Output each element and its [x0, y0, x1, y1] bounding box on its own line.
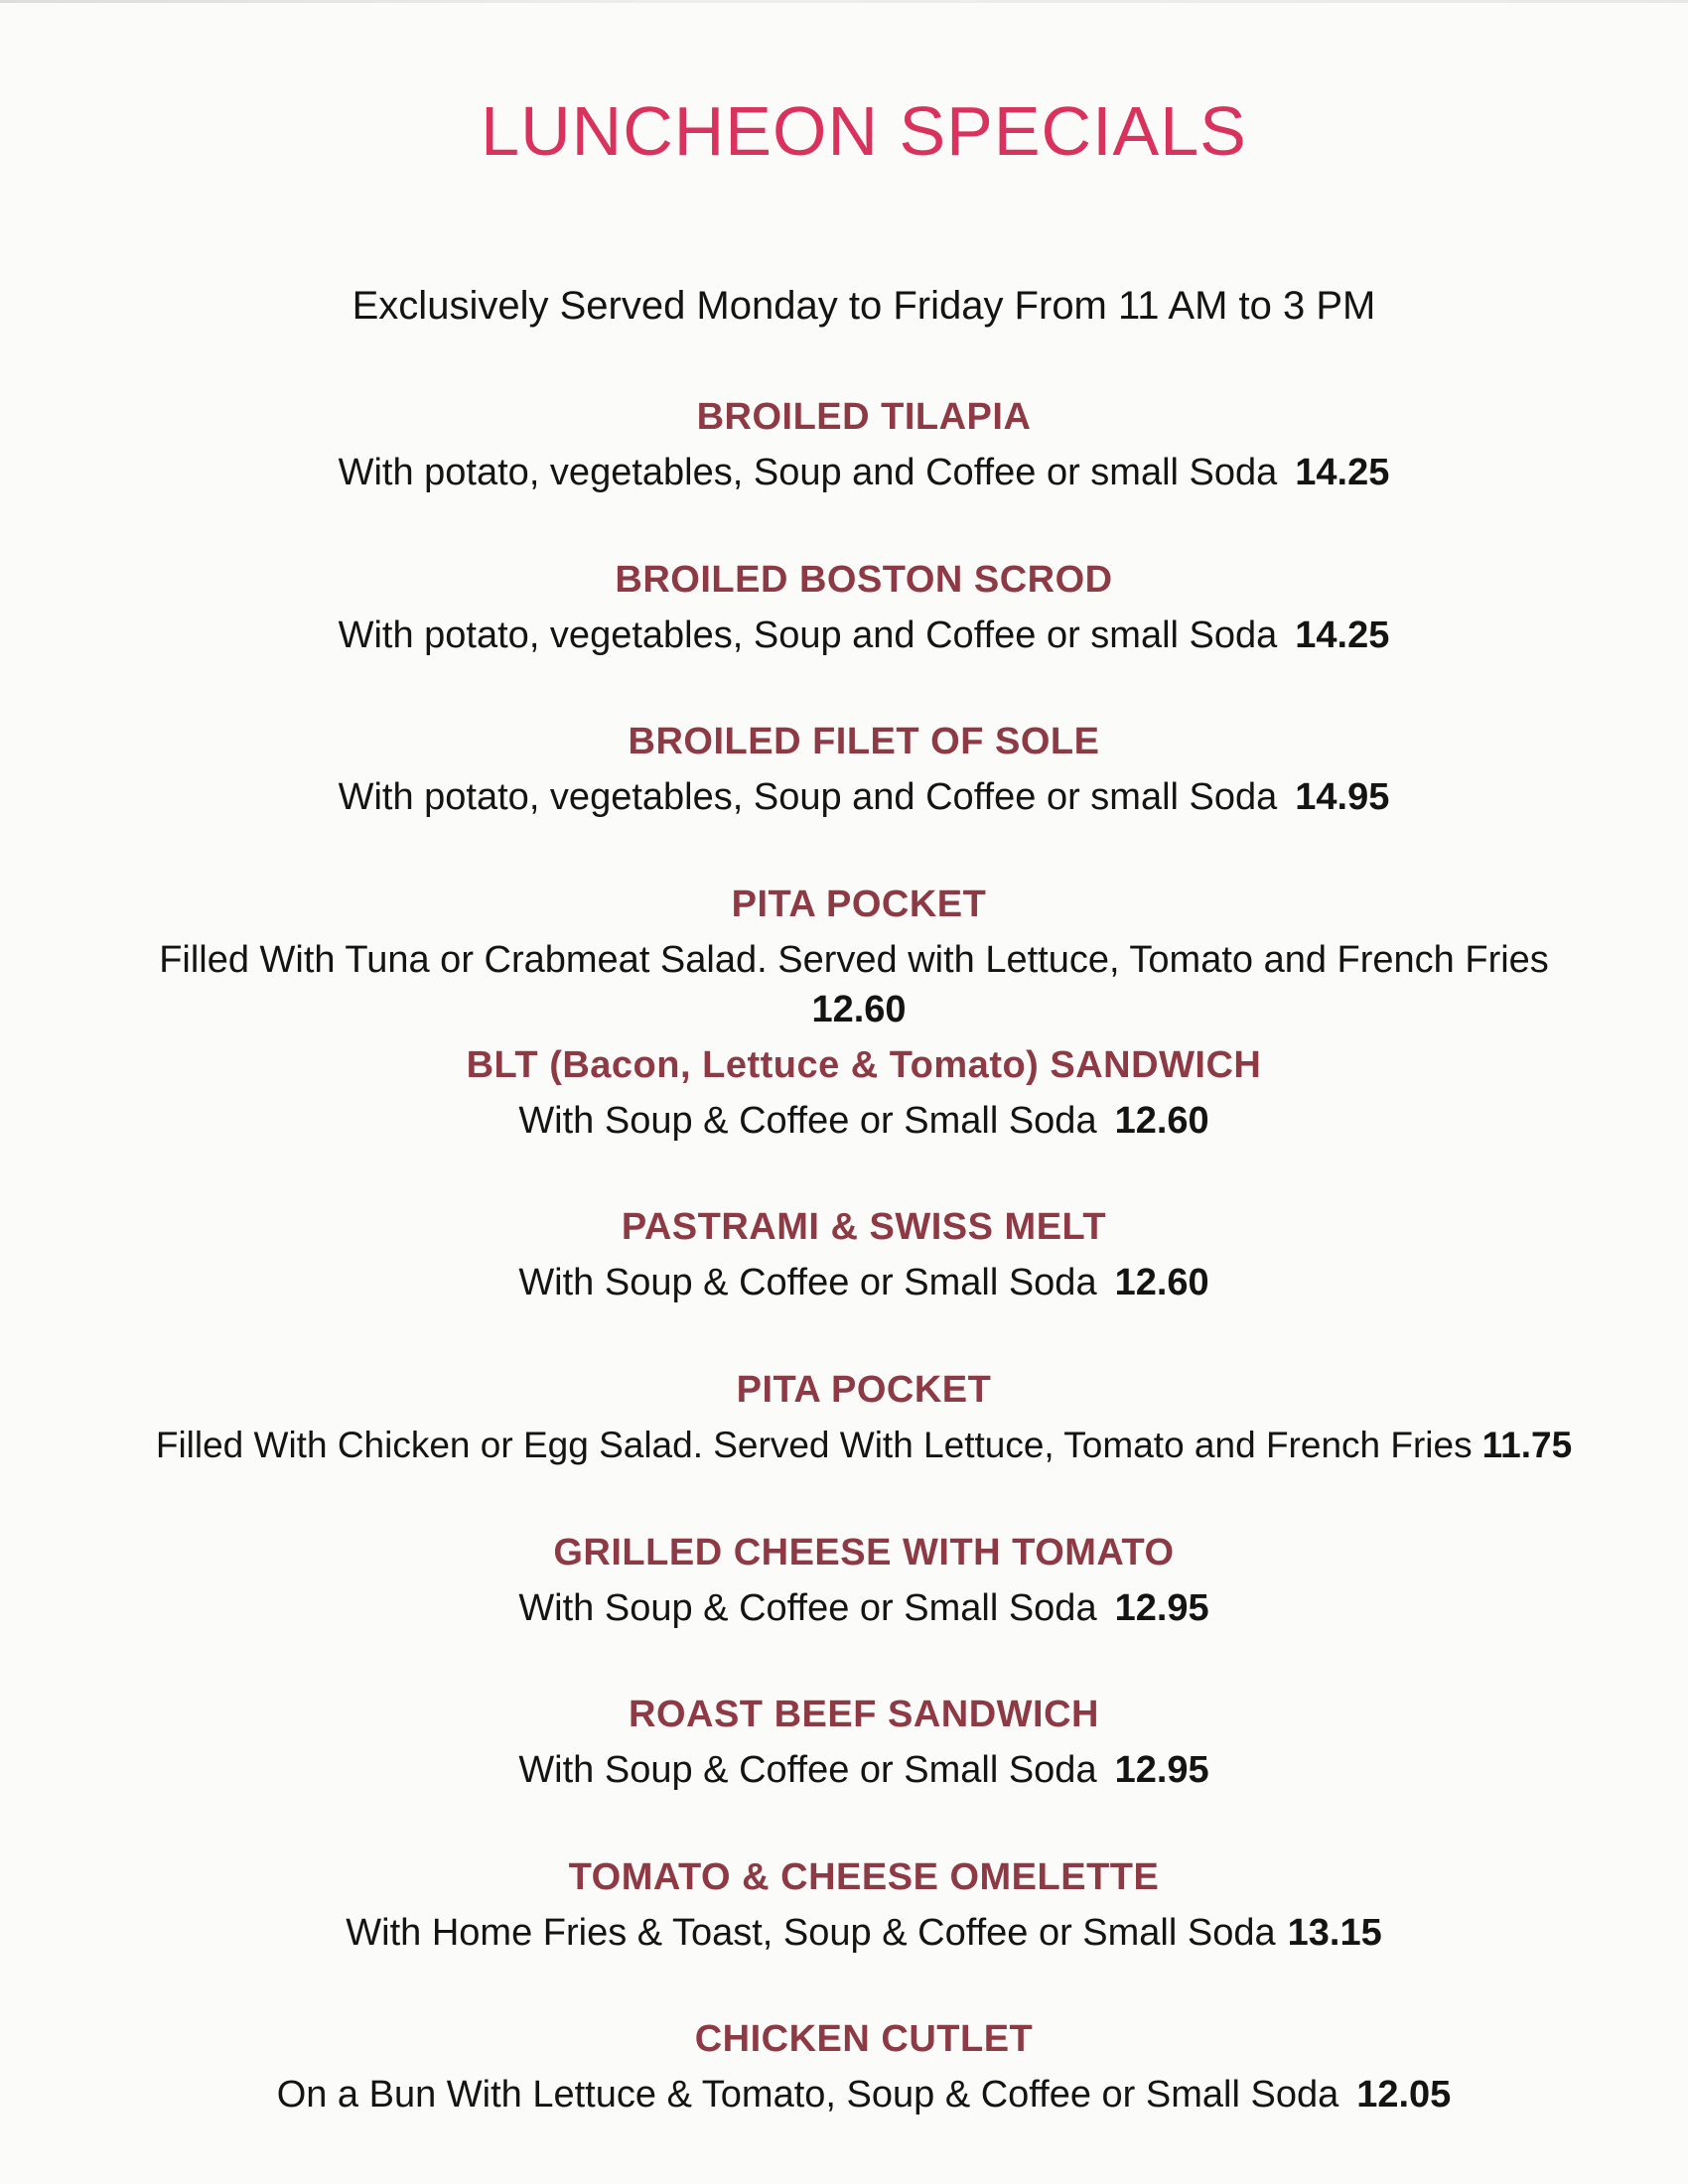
item-price: 13.15 [1287, 1912, 1382, 1954]
item-price: 12.05 [1356, 2074, 1452, 2116]
item-name: PASTRAMI & SWISS MELT [621, 1206, 1107, 1248]
item-price: 12.60 [1114, 1100, 1209, 1142]
menu-item [0, 1366, 1688, 1471]
serving-hours: Exclusively Served Monday to Friday From 11 AM to 3 PM [352, 284, 1376, 328]
item-name: PITA POCKET [736, 1369, 992, 1411]
item-description: With Soup & Coffee or Small Soda [518, 1749, 1097, 1791]
item-name: BROILED BOSTON SCROD [615, 559, 1113, 601]
item-price: 12.95 [1114, 1587, 1209, 1629]
menu-item [0, 881, 1688, 1033]
item-description: Filled With Tuna or Crabmeat Salad. Served with Lettuce, Tomato and French Fries [159, 939, 1549, 981]
item-description-line [0, 447, 1688, 498]
item-name: PITA POCKET [731, 884, 987, 925]
item-name: BROILED TILAPIA [696, 396, 1032, 438]
item-name: GRILLED CHEESE WITH TOMATO [553, 1532, 1175, 1573]
item-description-line [0, 1907, 1688, 1959]
menu-item [0, 393, 1688, 498]
menu-item [0, 718, 1688, 823]
item-price: 14.95 [1295, 776, 1390, 818]
item-description-line [0, 1095, 1688, 1147]
item-name: TOMATO & CHEESE OMELETTE [568, 1856, 1160, 1898]
item-name: BLT (Bacon, Lettuce & Tomato) SANDWICH [466, 1044, 1262, 1086]
item-description: With potato, vegetables, Soup and Coffee or small Soda [338, 452, 1278, 493]
menu-item [0, 1691, 1688, 1796]
item-price: 14.25 [1295, 452, 1390, 493]
item-description: On a Bun With Lettuce & Tomato, Soup & Coffee or Small Soda [276, 2074, 1339, 2116]
item-description: With potato, vegetables, Soup and Coffee or small Soda [338, 614, 1278, 656]
menu-item [0, 1041, 1688, 1147]
menu-item [0, 1853, 1688, 1959]
page-title: LUNCHEON SPECIALS [481, 92, 1247, 170]
item-description-line [0, 2069, 1688, 2120]
item-description: With Home Fries & Toast, Soup & Coffee or Small Soda [346, 1912, 1276, 1954]
menu-item [0, 1203, 1688, 1308]
item-price: 12.95 [1114, 1749, 1209, 1791]
item-description-line [0, 1744, 1688, 1796]
item-description-line [0, 771, 1688, 823]
menu-item [0, 1529, 1688, 1634]
item-description: With potato, vegetables, Soup and Coffee or small Soda [338, 776, 1278, 818]
item-price: 11.75 [1481, 1425, 1573, 1465]
item-description: With Soup & Coffee or Small Soda [518, 1100, 1097, 1142]
item-price: 12.60 [811, 989, 907, 1030]
item-name: BROILED FILET OF SOLE [628, 721, 1100, 762]
item-name: CHICKEN CUTLET [694, 2018, 1034, 2060]
item-description: With Soup & Coffee or Small Soda [518, 1587, 1097, 1629]
item-description: Filled With Chicken or Egg Salad. Served With Lettuce, Tomato and French Fries [155, 1425, 1473, 1465]
item-description-line [0, 1257, 1688, 1308]
item-description-line [0, 1582, 1688, 1634]
menu-item [0, 556, 1688, 661]
item-description-line [0, 610, 1688, 661]
item-price: 12.60 [1114, 1262, 1209, 1303]
item-price: 14.25 [1295, 614, 1390, 656]
item-name: ROAST BEEF SANDWICH [629, 1694, 1099, 1735]
menu-item [0, 2015, 1688, 2120]
item-description: With Soup & Coffee or Small Soda [518, 1262, 1097, 1303]
item-description-line [0, 1420, 1688, 1471]
